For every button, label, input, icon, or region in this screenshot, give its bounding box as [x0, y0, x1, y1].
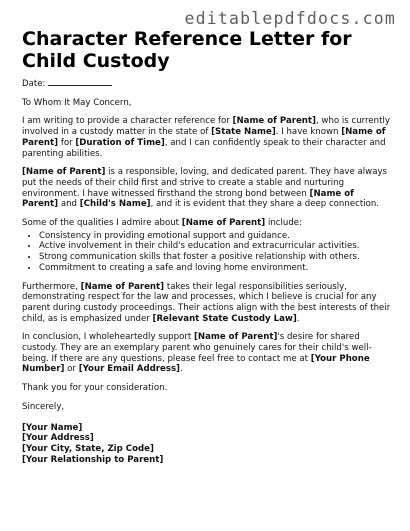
watermark: editablepdfdocs.com: [184, 9, 396, 28]
paragraph-qualities-intro: Some of the qualities I admire about [Name of Parent] include:: [22, 218, 302, 229]
placeholder-email: [Your Email Address]: [78, 364, 180, 375]
document-title: Character Reference Letter for Child Custody: [22, 28, 352, 72]
paragraph-conclusion: In conclusion, I wholeheartedly support [Name of Parent]'s desire for shared custody. They are an exemplary parent who genuinely cares for their child's well-being. If there are any questions, please feel free to contact me at [Your Phone Number] or [Your Email Address].: [22, 332, 372, 375]
signature-block: [22, 423, 392, 466]
salutation: To Whom It May Concern,: [22, 97, 132, 108]
paragraph-character: [Name of Parent] is a responsible, loving, and dedicated parent. They have always put the needs of their child first and strive to create a stable and nurturing environment. I have witnessed firsthand the strong bond between [Name of Parent] and [Child's Name], and it is evident that they share a deep connection.: [22, 167, 388, 210]
placeholder-your-relationship: [Your Relationship to Parent]: [22, 454, 164, 465]
placeholder-parent-name: [Name of Parent]: [80, 281, 165, 292]
placeholder-your-name: [Your Name]: [22, 422, 83, 433]
qualities-list: [22, 231, 392, 274]
placeholder-parent-name: [Name of Parent]: [181, 218, 266, 229]
placeholder-your-city: [Your City, State, Zip Code]: [22, 443, 154, 454]
date-line: [22, 77, 392, 90]
paragraph-intro: I am writing to provide a character reference for [Name of Parent], who is currently involved in a custody matter in the state of [State Name]. I have known [Name of Parent] for [Duration of Time], and I can confidently speak to their character and parenting abilities.: [22, 116, 390, 159]
placeholder-parent-name: [Name of Parent]: [22, 127, 386, 148]
closing: Sincerely,: [22, 401, 65, 412]
letter-body: [22, 77, 392, 465]
placeholder-state-name: [State Name]: [211, 127, 276, 138]
placeholder-your-address: [Your Address]: [22, 433, 94, 444]
placeholder-phone: [Your Phone Number]: [22, 353, 370, 375]
placeholder-child-name: [Child's Name]: [79, 199, 151, 210]
list-item: • Active involvement in their child's education and extracurricular activities.: [39, 241, 392, 252]
list-item: • Consistency in providing emotional support and guidance.: [39, 231, 392, 242]
placeholder-parent-name: [Name of Parent]: [232, 116, 316, 127]
placeholder-parent-name: [Name of Parent]: [22, 188, 354, 210]
date-label: Date:: [22, 79, 46, 89]
placeholder-custody-law: [Relevant State Custody Law]: [152, 313, 297, 324]
list-item: • Commitment to creating a safe and loving home environment.: [39, 263, 392, 274]
date-blank[interactable]: [48, 77, 112, 86]
list-item: • Strong communication skills that foster a positive relationship with others.: [39, 252, 392, 263]
thanks-line: Thank you for your consideration.: [22, 383, 168, 394]
placeholder-duration: [Duration of Time]: [75, 137, 165, 148]
placeholder-parent-name: [Name of Parent]: [193, 332, 278, 343]
paragraph-legal: Furthermore, [Name of Parent] takes their legal responsibilities seriously, demonstrating respect for the law and processes, which I believe is crucial for any parent during custody proceedings. Their actions align with the best interests of their child, as is emphasized under [Relevant State Custody Law].: [22, 281, 391, 324]
placeholder-parent-name: [Name of Parent]: [22, 167, 106, 178]
